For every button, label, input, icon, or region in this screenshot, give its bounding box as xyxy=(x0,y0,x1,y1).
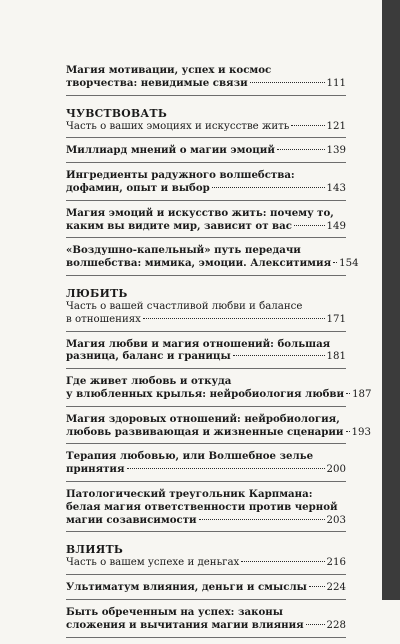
dot-leader xyxy=(143,318,325,319)
toc-entry xyxy=(66,606,346,638)
toc-entry-text: Миллиард мнений о магии эмоций xyxy=(66,144,275,157)
toc-entry xyxy=(66,581,346,600)
toc-entry-text: у влюбленных крылья: нейробиология любви xyxy=(66,387,345,400)
dot-leader xyxy=(127,468,325,469)
dot-leader xyxy=(291,125,324,126)
book-spine-shadow xyxy=(382,0,400,600)
toc-page-number: 154 xyxy=(339,258,359,270)
toc-page-number: 224 xyxy=(326,582,346,594)
toc-entry-text: творчества: невидимые связи xyxy=(66,76,248,89)
toc-page-number: 216 xyxy=(326,557,346,569)
toc-entry xyxy=(66,207,346,239)
toc-entry-text: Часть о вашем успехе и деньгах xyxy=(66,557,240,569)
toc-entry xyxy=(66,301,346,332)
toc-entry-text: Магия любви и магия отношений: большая xyxy=(66,337,331,350)
dot-leader xyxy=(250,82,325,83)
toc-page-number: 139 xyxy=(326,145,346,157)
toc-entry xyxy=(66,450,346,482)
toc-page-number: 181 xyxy=(326,351,346,363)
toc-entry-text: дофамин, опыт и выбор xyxy=(66,181,210,194)
dot-leader xyxy=(233,355,325,356)
toc-entry-text: Патологический треугольник Карпмана: xyxy=(66,487,313,500)
toc-section-heading: ВЛИЯТЬ xyxy=(66,543,124,557)
toc-entry xyxy=(66,412,371,445)
toc-page-number: 200 xyxy=(326,464,346,476)
toc-page-number: 143 xyxy=(326,182,346,194)
toc-entry-text: Где живет любовь и откуда xyxy=(66,375,232,388)
toc-page-number: 171 xyxy=(326,313,346,325)
toc-entry xyxy=(66,244,359,276)
toc-entry-text: Магия эмоций и искусство жить: почему то, xyxy=(66,206,334,219)
toc-entry-text: разница, баланс и границы xyxy=(66,350,231,363)
toc-entry-text: волшебства: мимика, эмоции. Алекситимия xyxy=(66,257,332,270)
toc-entry-text: магии созависимости xyxy=(66,513,197,526)
toc-page-number: 187 xyxy=(352,388,372,400)
dot-leader xyxy=(294,225,325,226)
toc-section-heading: ЛЮБИТЬ xyxy=(66,286,128,300)
toc-entry xyxy=(66,338,346,370)
toc-entry-text: Магия мотивации, успех и космос xyxy=(66,64,272,76)
toc-entry xyxy=(66,64,346,96)
toc-entry-text: белая магия ответственности против черной xyxy=(66,500,338,513)
dot-leader xyxy=(212,187,325,188)
toc-entry-text: в отношениях xyxy=(66,313,141,325)
toc-entry-text: Часть о ваших эмоциях и искусстве жить xyxy=(66,120,290,132)
dot-leader xyxy=(199,519,325,520)
toc-entry xyxy=(66,557,346,575)
dot-leader xyxy=(346,393,350,394)
toc-entry-text: Часть о вашей счастливой любви и балансе xyxy=(66,300,303,312)
table-of-contents xyxy=(66,64,372,644)
toc-entry-text: каким вы видите мир, зависит от вас xyxy=(66,219,292,232)
dot-leader xyxy=(277,149,325,150)
toc-entry-text: принятия xyxy=(66,463,125,476)
toc-entry xyxy=(66,144,346,163)
dot-leader xyxy=(306,624,325,625)
toc-entry-text: Терапия любовью, или Волшебное зелье xyxy=(66,450,314,463)
toc-entry-text: любовь развивающая и жизненные сценарии xyxy=(66,425,344,438)
dot-leader xyxy=(309,586,325,587)
toc-page-number: 149 xyxy=(326,220,346,232)
toc-entry xyxy=(66,121,346,139)
toc-entry xyxy=(66,375,372,407)
toc-page-number: 111 xyxy=(326,77,346,89)
toc-page-number: 228 xyxy=(326,619,346,631)
toc-entry-text: Ультиматум влияния, деньги и смыслы xyxy=(66,581,307,594)
toc-entry-text: «Воздушно-капельный» путь передачи xyxy=(66,244,301,257)
dot-leader xyxy=(241,561,324,562)
toc-entry-text: Магия здоровых отношений: нейробиология, xyxy=(66,412,340,425)
toc-page-number: 121 xyxy=(326,120,346,132)
toc-entry-text: сложения и вычитания магии влияния xyxy=(66,618,304,631)
toc-page-number: 203 xyxy=(326,514,346,526)
dot-leader xyxy=(346,431,350,432)
toc-entry xyxy=(66,169,346,201)
toc-entry-text: Быть обреченным на успех: законы xyxy=(66,605,283,618)
toc-entry-text: Ингредиенты радужного волшебства: xyxy=(66,169,295,182)
toc-entry xyxy=(66,488,346,532)
dot-leader xyxy=(333,262,337,263)
toc-page-number: 193 xyxy=(351,426,371,438)
toc-section-heading: ЧУВСТВОВАТЬ xyxy=(66,106,168,120)
